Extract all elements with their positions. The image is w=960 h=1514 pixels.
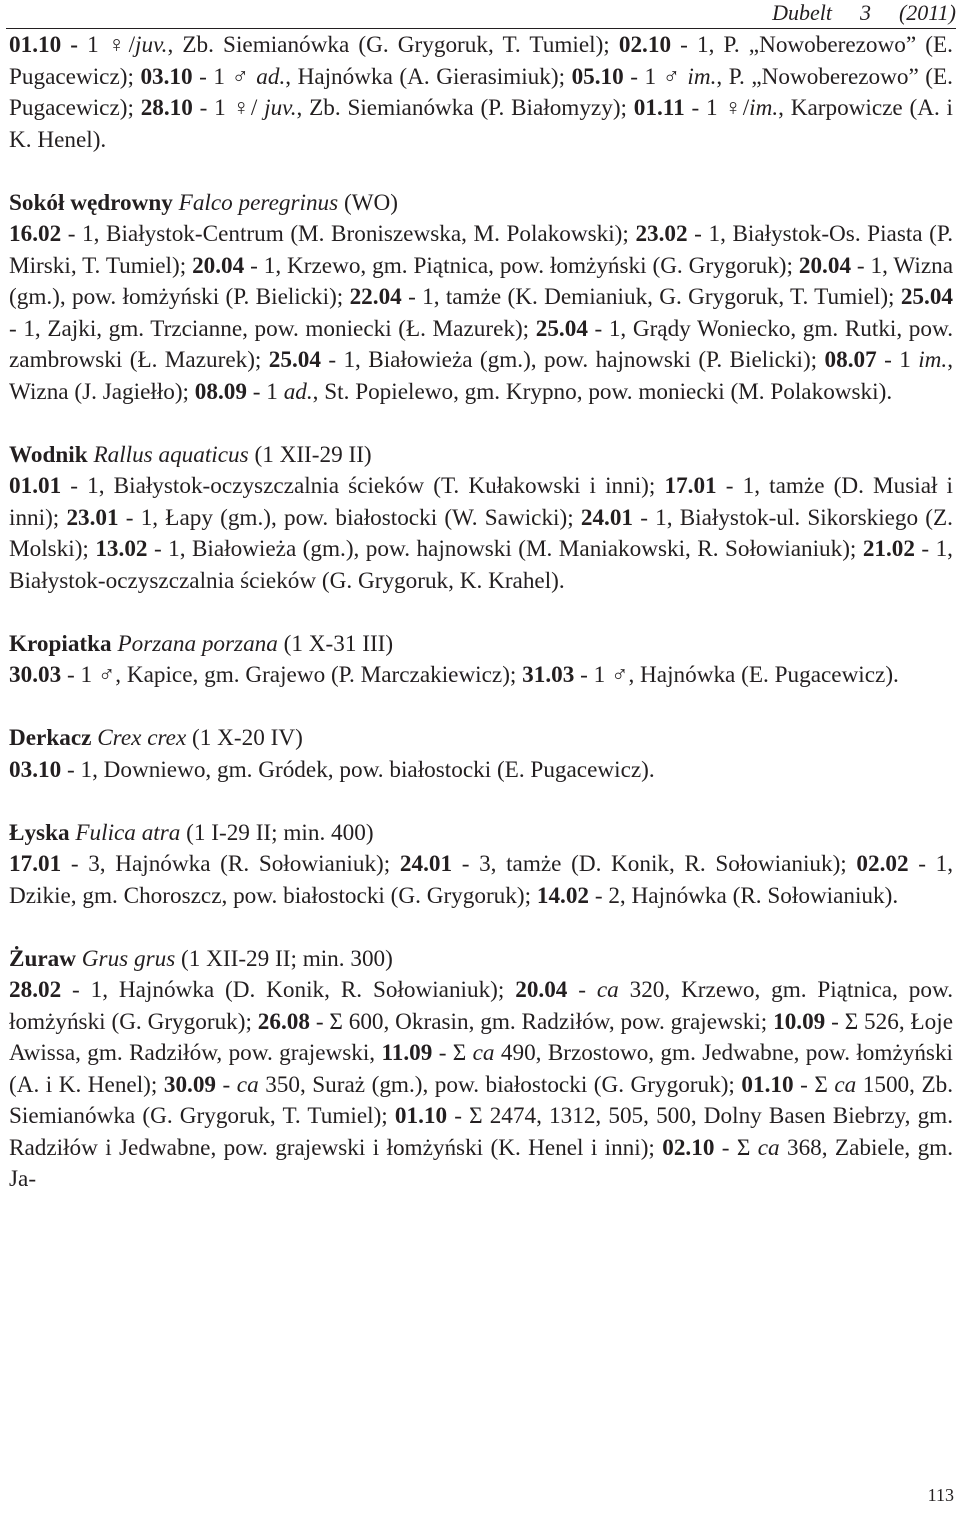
bold-run: 23.02 xyxy=(635,221,688,247)
journal-name: Dubelt xyxy=(772,0,832,25)
bold-run: 03.10 xyxy=(9,756,62,783)
text-run: , Zb. Siemianówka (G. Grygoruk, T. Tumiel); xyxy=(167,32,619,58)
text-run: (1 XII-29 II) xyxy=(248,441,372,468)
text-run: - 1 xyxy=(246,378,284,405)
text-run: - 1, Łapy (gm.), pow. białostocki (W. Sawicki); xyxy=(118,504,581,531)
bold-run: 16.02 xyxy=(9,221,62,247)
bold-run: 28.02 xyxy=(9,977,62,1003)
text-run: - xyxy=(216,1071,237,1098)
record-paragraph xyxy=(9,755,953,787)
bold-run: 30.09 xyxy=(163,1071,217,1098)
text-run: - Σ 526, Łoje Awissa, gm. Radziłów, pow. grajewski, xyxy=(9,1008,953,1066)
bold-run: 13.02 xyxy=(95,536,148,562)
text-run: 1500, Zb. Siemianówka (G. Grygoruk, T. Tumiel); xyxy=(9,1071,953,1129)
text-run: (1 X-20 IV) xyxy=(186,725,303,751)
italic-run: juv. xyxy=(264,95,297,121)
bold-run: Łyska xyxy=(9,819,76,846)
record-paragraph xyxy=(9,849,953,912)
bold-run: 02.02 xyxy=(856,851,909,877)
species-heading xyxy=(9,723,953,755)
italic-run: Falco peregrinus xyxy=(178,189,339,216)
text-run: , Hajnówka (A. Gierasimiuk); xyxy=(285,63,572,90)
text-run: - 1, Wizna (gm.), pow. łomżyński (P. Bielicki); xyxy=(9,252,953,310)
text-run: - Σ xyxy=(714,1134,758,1161)
text-run: - 1, Białystok-Centrum (M. Broniszewska, M. Polakowski); xyxy=(61,221,636,247)
bold-run: 21.02 xyxy=(862,536,915,562)
paragraph-gap xyxy=(9,912,953,944)
text-run: - Σ xyxy=(432,1040,473,1066)
text-run: - 1 xyxy=(876,347,919,373)
text-run: , Wizna (J. Jagiełło); xyxy=(9,347,953,405)
italic-run: ca xyxy=(834,1071,857,1098)
italic-run: Fulica atra xyxy=(75,819,181,846)
bold-run: 25.04 xyxy=(900,284,953,310)
text-run: - 1, Białystok-ul. Sikorskiego (Z. Molski); xyxy=(9,504,953,562)
bold-run: 10.09 xyxy=(773,1008,826,1035)
text-run: 1 ♀/ xyxy=(87,32,136,58)
bold-run: 02.10 xyxy=(618,32,672,58)
text-run: - 1, Grądy Woniecko, gm. Rutki, pow. zambrowski (Ł. Mazurek); xyxy=(9,315,953,373)
italic-run: ca xyxy=(472,1040,495,1066)
italic-run: ad. xyxy=(283,378,313,405)
bold-run: 26.08 xyxy=(257,1008,310,1035)
bold-run: 17.01 xyxy=(9,851,62,877)
record-paragraph xyxy=(9,219,953,408)
bold-run: 20.04 xyxy=(515,977,568,1003)
italic-run: Grus grus xyxy=(81,945,176,972)
bold-run: Wodnik xyxy=(9,441,94,468)
text-run: - Σ 2474, 1312, 505, 500, Dolny Basen Biebrzy, gm. Radziłów i Jedwabne, pow. grajewski i łomżyński (K. Henel i inni); xyxy=(9,1103,953,1161)
italic-run: Porzana porzana xyxy=(117,630,278,657)
species-heading xyxy=(9,944,953,976)
italic-run: im. xyxy=(687,63,717,90)
text-run: - 1 ♂, Kapice, gm. Grajewo (P. Marczakiewicz); xyxy=(61,662,523,688)
bold-run: 25.04 xyxy=(535,315,588,342)
italic-run: ca xyxy=(596,977,619,1003)
italic-run: juv. xyxy=(135,32,168,58)
record-paragraph xyxy=(9,975,953,1196)
text-run: , Karpowicze (A. i K. Henel). xyxy=(9,95,953,153)
page-number: 113 xyxy=(927,1485,954,1505)
italic-run: ca xyxy=(236,1071,259,1098)
issue-number: 3 xyxy=(859,0,871,25)
text-run: , Zb. Siemianówka (P. Białomyzy); xyxy=(296,95,634,121)
bold-run: 20.04 xyxy=(798,252,852,279)
bold-run: Kropiatka xyxy=(9,630,118,657)
bold-run: 05.10 xyxy=(571,63,624,90)
text-run: - 1, Krzewo, gm. Piątnica, pow. łomżyński (G. Grygoruk); xyxy=(244,252,799,279)
text-run: 368, Zabiele, gm. Ja- xyxy=(9,1134,954,1192)
text-run: , St. Popielewo, gm. Krypno, pow. moniecki (M. Polakowski). xyxy=(312,378,893,405)
article-body xyxy=(9,30,953,1196)
text-run: - 1, Białystok-Os. Piasta (P. Mirski, T. Tumiel); xyxy=(9,221,953,279)
issue-year: (2011) xyxy=(898,0,956,25)
text-run: - 1, P. „Nowoberezowo” (E. Pugacewicz); xyxy=(9,32,953,90)
text-run: (1 I-29 II; min. 400) xyxy=(180,819,374,846)
text-run: 350, Suraż (gm.), pow. białostocki (G. Grygoruk); xyxy=(258,1071,742,1098)
bold-run: Żuraw xyxy=(9,945,82,972)
bold-run: 08.09 xyxy=(194,378,247,405)
italic-run: ad. xyxy=(256,63,286,90)
paragraph-gap xyxy=(9,786,953,818)
bold-run: 01.10 - xyxy=(9,32,88,58)
record-paragraph xyxy=(9,30,953,156)
text-run: - 1, Białowieża (gm.), pow. hajnowski (P. Bielicki); xyxy=(320,347,825,373)
text-run: 320, Krzewo, gm. Piątnica, pow. łomżyński (G. Grygoruk); xyxy=(9,977,953,1035)
bold-run: 01.10 xyxy=(394,1103,448,1129)
text-run: - 1 ♂, Hajnówka (E. Pugacewicz). xyxy=(574,662,899,688)
text-run: , P. „Nowoberezowo” (E. Pugacewicz); xyxy=(9,63,953,121)
bold-run: 17.01 xyxy=(664,473,717,499)
paragraph-gap xyxy=(9,597,953,629)
paragraph-gap xyxy=(9,156,953,188)
text-run: 490, Brzostowo, gm. Jedwabne, pow. łomżyński (A. i K. Henel); xyxy=(9,1040,953,1098)
bold-run: 14.02 xyxy=(536,882,590,909)
text-run: - 1, tamże (K. Demianiuk, G. Grygoruk, T. Tumiel); xyxy=(401,284,901,310)
text-run: - 1, Hajnówka (D. Konik, R. Sołowianiuk); xyxy=(61,977,516,1003)
bold-run: 25.04 xyxy=(268,347,321,373)
bold-run: 01.10 xyxy=(741,1071,794,1098)
text-run: - Σ 600, Okrasin, gm. Radziłów, pow. grajewski; xyxy=(309,1008,774,1035)
text-run: - 1, Downiewo, gm. Gródek, pow. białostocki (E. Pugacewicz). xyxy=(61,756,655,783)
text-run: - 1 ♂ xyxy=(623,63,688,90)
text-run: - 1, tamże (D. Musiał i inni); xyxy=(9,473,953,531)
text-run: - 1, Zajki, gm. Trzcianne, pow. moniecki (Ł. Mazurek); xyxy=(9,315,536,342)
bold-run: 02.10 xyxy=(662,1134,715,1161)
record-paragraph xyxy=(9,660,953,692)
bold-run: 22.04 xyxy=(349,284,402,310)
italic-run: ca xyxy=(757,1134,780,1161)
bold-run: 03.10 xyxy=(140,63,193,90)
italic-run: Crex crex xyxy=(97,725,187,751)
text-run: - Σ xyxy=(793,1071,835,1098)
record-paragraph xyxy=(9,471,953,597)
bold-run: 11.09 xyxy=(381,1040,433,1066)
text-run: - 3, tamże (D. Konik, R. Sołowianiuk); xyxy=(452,851,857,877)
text-run: (1 XII-29 II; min. 300) xyxy=(175,945,393,972)
text-run: - 1 ♀/ xyxy=(192,95,265,121)
bold-run: Sokół wędrowny xyxy=(9,189,179,216)
text-run: (WO) xyxy=(338,189,399,216)
bold-run: 23.01 xyxy=(66,504,119,531)
bold-run: 28.10 xyxy=(140,95,193,121)
italic-run: im. xyxy=(749,95,779,121)
paragraph-gap xyxy=(9,408,953,440)
italic-run: Rallus aquaticus xyxy=(93,441,249,468)
text-run: - 1, Białowieża (gm.), pow. hajnowski (M. Maniakowski, R. Sołowianiuk); xyxy=(147,536,863,562)
bold-run: 01.11 xyxy=(633,95,685,121)
bold-run: 01.01 xyxy=(9,473,62,499)
bold-run: Derkacz xyxy=(9,725,98,751)
text-run: - 1, Białystok-oczyszczalnia ścieków (T. Kułakowski i inni); xyxy=(61,473,665,499)
bold-run: 31.03 xyxy=(522,662,575,688)
text-run: - 1 ♀/ xyxy=(684,95,750,121)
italic-run: im. xyxy=(918,347,948,373)
species-heading xyxy=(9,629,953,661)
text-run: - 1 ♂ xyxy=(192,63,257,90)
text-run: - xyxy=(567,977,597,1003)
species-heading xyxy=(9,188,953,220)
text-run: - 3, Hajnówka (R. Sołowianiuk); xyxy=(61,851,400,877)
bold-run: 20.04 xyxy=(192,252,245,279)
text-run: (1 X-31 III) xyxy=(277,630,394,657)
running-header xyxy=(6,0,956,29)
bold-run: 08.07 xyxy=(824,347,877,373)
paragraph-gap xyxy=(9,692,953,724)
bold-run: 24.01 xyxy=(399,851,453,877)
bold-run: 30.03 xyxy=(9,662,62,688)
text-run: - 1, Dzikie, gm. Choroszcz, pow. białostocki (G. Grygoruk); xyxy=(9,851,953,909)
species-heading xyxy=(9,818,953,850)
text-run: - 1, Białystok-oczyszczalnia ścieków (G. Grygoruk, K. Krahel). xyxy=(9,536,953,594)
species-heading xyxy=(9,440,953,472)
bold-run: 24.01 xyxy=(580,504,634,531)
text-run: - 2, Hajnówka (R. Sołowianiuk). xyxy=(589,882,899,909)
